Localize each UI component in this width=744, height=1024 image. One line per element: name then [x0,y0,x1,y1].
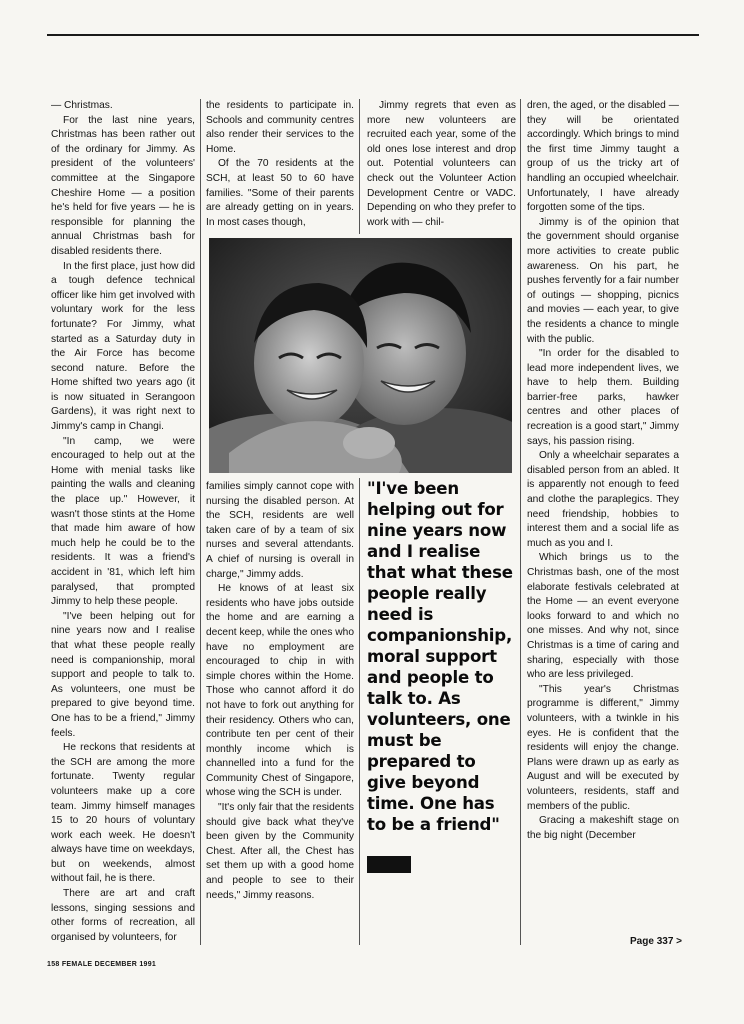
paragraph: "In order for the disabled to lead more independent lives, we have to help them. Building barrier-free parks, hawker centres and other places of recreation is a good start," Jimmy says, his passion rising. [527,348,679,447]
column-divider [359,99,360,234]
paragraph: "I've been helping out for nine years now and I realise that what these people really need is companionship, moral support and people to talk to. As volunteers, one must be prepared to give beyond time. One has to be a friend," Jimmy feels. [51,610,195,739]
paragraph: Which brings us to the Christmas bash, one of the most elaborate festivals celebrated at the Home — an event everyone looks forward to and which no one misses. And why not, since Christmas is a time of caring and sharing, especially with those who are less privileged. [527,552,679,681]
column-1 [51,99,195,945]
column-divider [359,478,360,945]
paragraph: Of the 70 residents at the SCH, at least 50 to 60 have families. "Some of their parents are already getting on in years. In most cases though, [206,158,354,228]
pull-quote-bar [367,856,411,873]
paragraph: Only a wheelchair separates a disabled person from an abled. It is apparently not enough to feed and clothe the paraplegics. They need friendship, hobbies to interest them and a social life as much as you and I. [527,450,679,549]
column-divider [200,99,201,945]
paragraph: Jimmy is of the opinion that the government should organise more activities to create public awareness. On his part, he pushes fervently for a fair number of outings — shopping, picnics and movies — each year, to give the residents a chance to mingle with the public. [527,216,679,345]
paragraph: — Christmas. [51,100,113,111]
paragraph: Jimmy regrets that even as more new volunteers are recruited each year, some of the old ones lose interest and drop out. Potential volunteers can check out the Volunteer Action Development Centre or VADC. Depending on who they prefer to work with — chil- [367,100,516,228]
column-4 [527,99,679,843]
paragraph: the residents to participate in. Schools and community centres also render their services to the Home. [206,100,354,155]
column-3-top [367,99,516,230]
paragraph: dren, the aged, or the disabled — they will be orientated accordingly. Which brings to mind the first time Jimmy taught a group of us the tricky art of handling an occupied wheelchair. Unfortunately, I have already forgotten some of the tips. [527,100,679,214]
paragraph: He knows of at least six residents who have jobs outside the home and are earning a decent keep, while the ones who have no employment are encouraged to chip in with simple chores within the Home. Those who cannot afford it do not have to fork out anything for their residency. Others who can, contribute ten per cent of their monthly income which is channelled into a fund for the Community Chest of Singapore, whose wing the SCH is under. [206,583,354,799]
column-2-top [206,99,354,230]
photo-two-men-smiling [209,238,512,473]
paragraph: "In camp, we were encouraged to help out at the Home with menial tasks like painting the walls and cleaning the place up." However, it wasn't those stints at the Home that made him aware of how much help he could be to the residents. It was a friend's accident in '81, which left him paralysed, that prompted Jimmy to help these people. [51,435,195,608]
continued-on-page: Page 337 > [630,936,682,947]
paragraph: In the first place, just how did a tough defence technical officer like him get involved with voluntary work for the less fortunate? For Jimmy, what started as a Saturday duty in the Air Force has become second nature. Before the Home shifted two years ago (it is now situated in Serangoon Gardens), it was right next to Jimmy's camp in Changi. [51,260,195,433]
paragraph: Gracing a makeshift stage on the big night (December [527,815,679,841]
paragraph: "It's only fair that the residents should give back what they've been given by the Community Chest. After all, the Chest has set them up with a good home and people to see to their needs," Jimmy reasons. [206,802,354,901]
page-folio: 158 FEMALE DECEMBER 1991 [47,961,157,968]
column-2-bottom [206,480,354,903]
top-rule [47,34,699,36]
paragraph: "This year's Christmas programme is different," Jimmy volunteers, with a twinkle in his eyes. He is confident that the residents will enjoy the change. Plans were drawn up as early as August and will be executed by volunteers, residents, staff and members of the public. [527,683,679,812]
photo-image [209,238,512,473]
paragraph: For the last nine years, Christmas has been rather out of the ordinary for Jimmy. As president of the volunteers' committee at the Singapore Cheshire Home — a position he's held for five years — he is responsible for planning the annual Christmas bash for disabled residents there. [51,114,195,257]
paragraph: He reckons that residents at the SCH are among the more fortunate. Twenty regular volunteers make up a core team. Jimmy himself manages 15 to 20 hours of voluntary work each week. He doesn't always have time on weekdays, but on weekends, almost without fail, he is there. [51,742,195,885]
paragraph: There are art and craft lessons, singing sessions and other forms of recreation, all organised by volunteers, for [51,888,195,943]
column-divider [520,99,521,945]
paragraph: families simply cannot cope with nursing the disabled person. At the SCH, residents are well taken care of by a team of six nurses and several attendants. A chief of nursing is overall in charge," Jimmy adds. [206,481,354,580]
pull-quote: "I've been helping out for nine years now and I realise that what these people really need is companionship, moral support and people to talk to. As volunteers, one must be prepared to give beyond time. One has to be a friend" [367,479,513,834]
